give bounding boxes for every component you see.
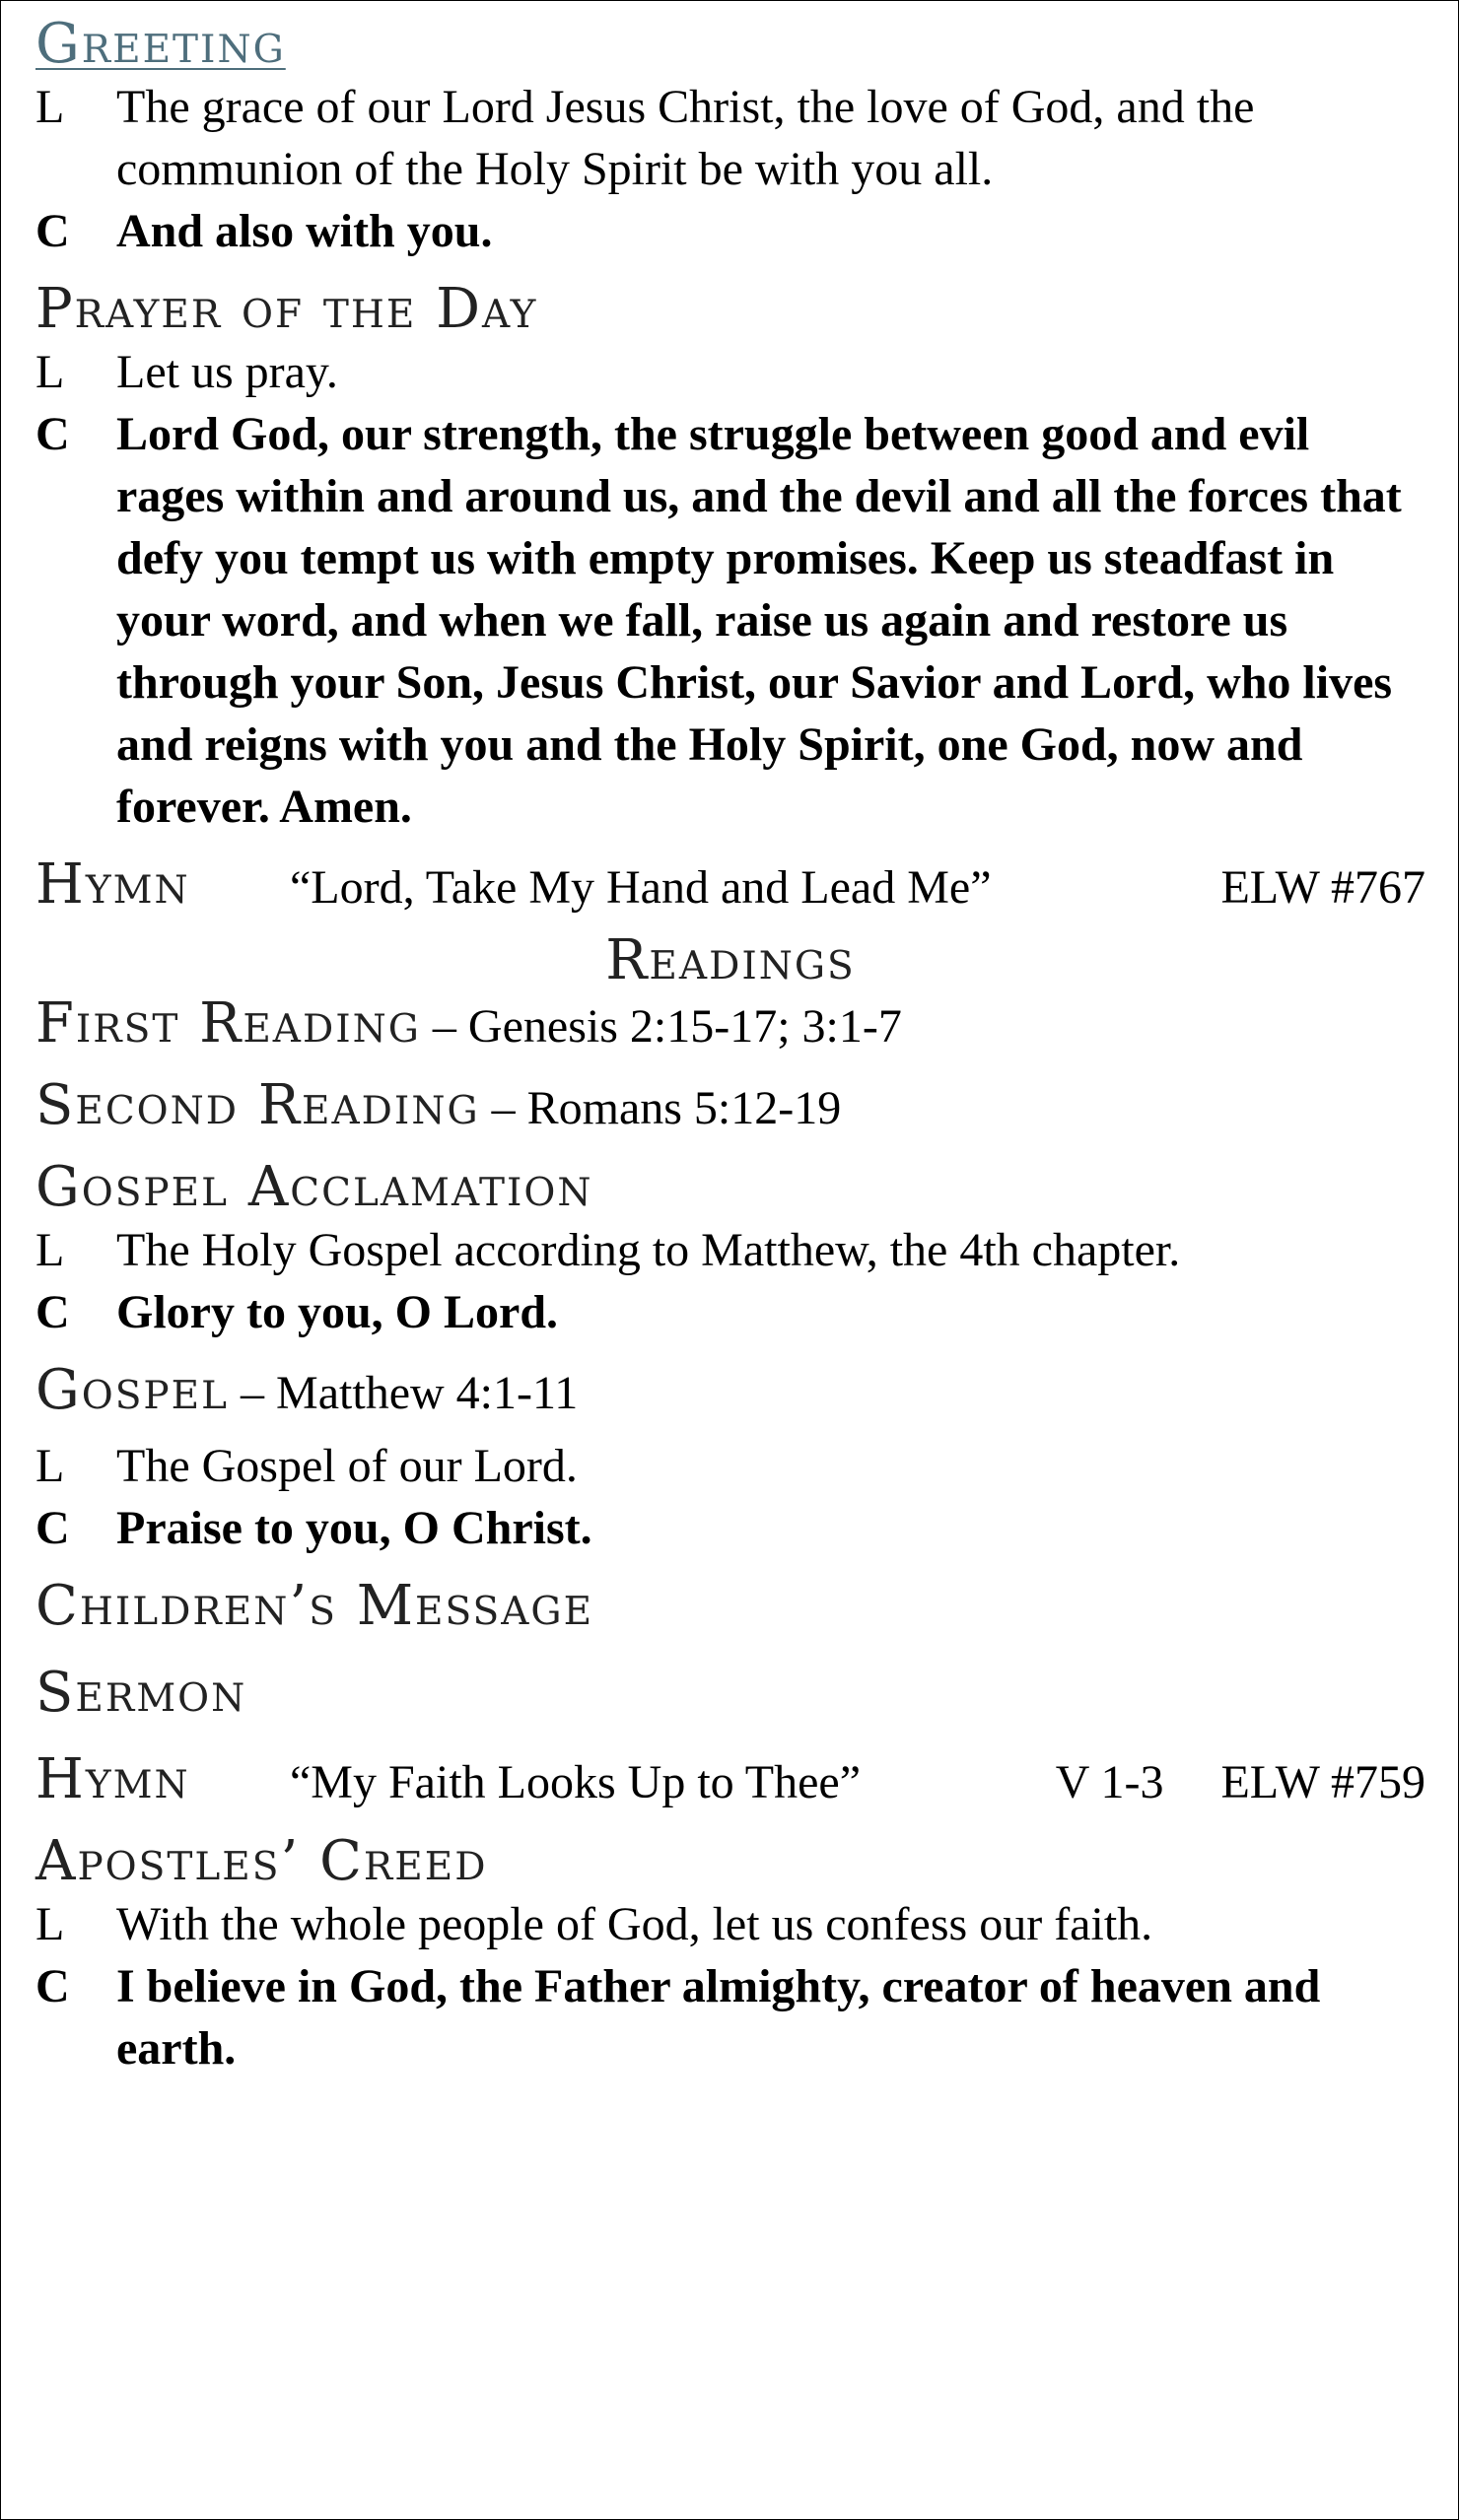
prayer-congregation-line [35,403,1425,838]
gospel-reference: – Matthew 4:1-11 [229,1367,579,1419]
leader-marker: L [35,1440,65,1492]
congregation-marker: C [35,1502,70,1554]
apostles-creed-heading: Apostles’ Creed [35,1829,488,1893]
leader-marker: L [35,346,65,398]
greeting-leader-line [35,76,1425,200]
congregation-marker: C [35,408,70,460]
congregation-marker: C [35,1286,70,1338]
prayer-congregation-text: Lord God, our strength, the struggle between good and evil rages within and around us, and the devil and all the forces that defy you tempt us with empty promises. Keep us steadfast in your word, and when we fall, raise us again and restore us through your Son, Jesus Christ, our Savior and Lord, who lives and reigns with you and the Holy Spirit, one God, now and forever. Amen. [116,408,1402,833]
hymn-number: ELW #767 [1220,861,1425,914]
gospel-leader-text: The Gospel of our Lord. [116,1440,578,1492]
childrens-message-heading: Children’s Message [35,1574,594,1638]
second-reading-heading: Second Reading [35,1073,480,1137]
leader-marker: L [35,81,65,133]
hymn-heading: Hymn [35,1747,190,1811]
hymn-title: “Lord, Take My Hand and Lead Me” [290,861,992,914]
creed-leader-line [35,1893,1425,1955]
bulletin-content [35,13,1425,2079]
hymn-line [35,1748,1425,1814]
prayer-leader-line [35,341,1425,403]
gospel-leader-line [35,1435,1425,1497]
leader-marker: L [35,1898,65,1950]
greeting-leader-text: The grace of our Lord Jesus Christ, the love of God, and the communion of the Holy Spirit be with you all. [116,81,1255,195]
acclamation-leader-text: The Holy Gospel according to Matthew, the 4th chapter. [116,1224,1181,1276]
hymn-line [35,853,1425,919]
second-reading-line [35,1074,1425,1140]
gospel-congregation-text: Praise to you, O Christ. [116,1502,592,1554]
second-reading-reference: – Romans 5:12-19 [479,1082,842,1134]
hymn-heading: Hymn [35,852,190,917]
first-reading-heading: First Reading [35,991,421,1056]
prayer-leader-text: Let us pray. [116,346,338,398]
acclamation-congregation-text: Glory to you, O Lord. [116,1286,559,1338]
sermon-heading: Sermon [35,1661,247,1725]
hymn-number: ELW #759 [1220,1756,1425,1808]
greeting-congregation-text: And also with you. [116,205,493,257]
congregation-marker: C [35,1960,70,2012]
first-reading-reference: – Genesis 2:15-17; 3:1-7 [420,1000,902,1053]
prayer-heading: Prayer of the Day [35,277,538,341]
acclamation-congregation-line [35,1281,1425,1343]
greeting-heading[interactable]: Greeting [35,12,286,76]
readings-heading: Readings [605,928,856,992]
gospel-congregation-line [35,1497,1425,1559]
hymn-title: “My Faith Looks Up to Thee” [290,1756,862,1808]
gospel-acclamation-heading: Gospel Acclamation [35,1155,593,1219]
creed-congregation-line [35,1955,1425,2079]
acclamation-leader-line [35,1219,1425,1281]
leader-marker: L [35,1224,65,1276]
gospel-line [35,1359,1425,1425]
first-reading-line [35,992,1425,1058]
greeting-congregation-line [35,200,1425,262]
hymn-verses: V 1-3 [1055,1756,1164,1808]
creed-leader-text: With the whole people of God, let us confess our faith. [116,1898,1153,1950]
congregation-marker: C [35,205,70,257]
gospel-heading: Gospel [35,1358,230,1422]
creed-congregation-text: I believe in God, the Father almighty, creator of heaven and earth. [116,1960,1321,2075]
